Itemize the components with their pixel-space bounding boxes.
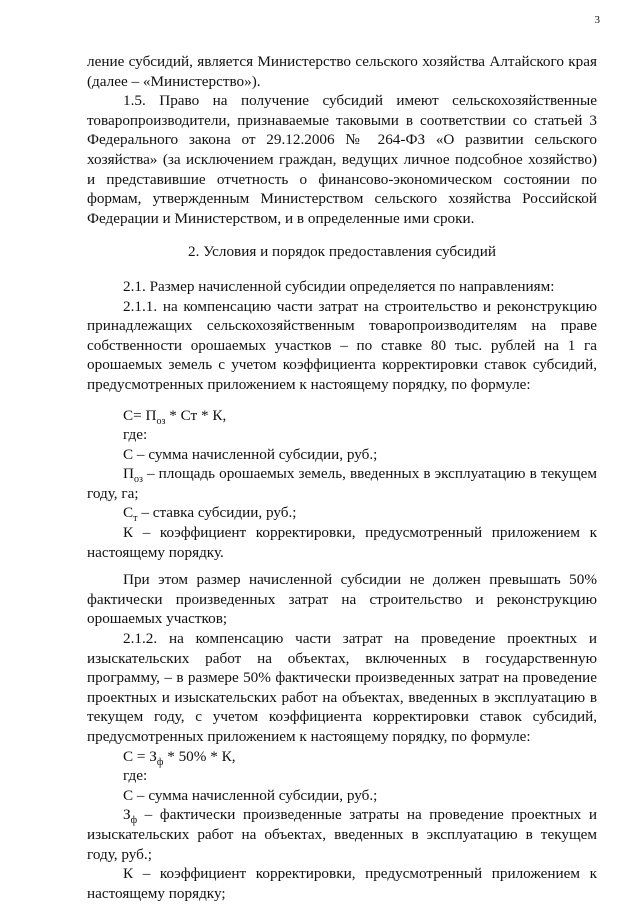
definition-k-1: К – коэффициент корректировки, предусмотренный приложением к настоящему порядку. <box>87 524 597 561</box>
paragraph-2-1: 2.1. Размер начисленной субсидии определяется по направлениям: <box>123 277 555 295</box>
page-number: 3 <box>594 14 600 26</box>
definition-c-2: С – сумма начисленной субсидии, руб.; <box>123 786 378 804</box>
section-heading: 2. Условия и порядок предоставления субсидий <box>188 243 496 261</box>
formula-1: $С= П_{оз}$ * Ст * К, <box>123 406 227 427</box>
definition-poz: $П_{оз}$ – площадь орошаемых земель, введенных в эксплуатацию в текущем году, га; <box>87 465 597 502</box>
paragraph-limit: При этом размер начисленной субсидии не должен превышать 50% фактически произведенных затрат на строительство и реконструкцию орошаемых участков; <box>87 571 597 628</box>
paragraph-intro: ление субсидий, является Министерство сельского хозяйства Алтайского края (далее – «Министерство»). <box>87 53 597 90</box>
paragraph-1-5: 1.5. Право на получение субсидий имеют сельскохозяйственные товаропроизводители, признаваемые таковыми в соответствии со статьей 3 Федерального закона от 29.12.2006 № 264-ФЗ «О развитии сельского хозяйства» (за исключением граждан, ведущих личное подсобное хозяйство) и представившие отчетность о финансово-экономическом состоянии по формам, утвержденным Министерством сельского хозяйства Российской Федерации и Министерством, и в определенные ими сроки. <box>87 92 597 227</box>
document-body <box>87 52 597 903</box>
formula-2: $С = З_ф * 50\% * К$, <box>123 747 236 768</box>
definition-c-1: С – сумма начисленной субсидии, руб.; <box>123 445 378 463</box>
where-label-2: где: <box>123 767 148 785</box>
paragraph-2-1-2: 2.1.2. на компенсацию части затрат на проведение проектных и изыскательских работ на объектах, включенных в государственную программу, – в размере 50% фактически произведенных затрат на проведение проектных и изыскательских работ на объектах, введенных в эксплуатацию в текущем году, с учетом коэффициента корректировки ставок субсидий, предусмотренных приложением к настоящему порядку, по формуле: <box>87 630 597 745</box>
where-label-1: где: <box>123 426 148 444</box>
definition-k-2: К – коэффициент корректировки, предусмотренный приложением к настоящему порядку; <box>87 865 597 902</box>
paragraph-2-1-1: 2.1.1. на компенсацию части затрат на строительство и реконструкцию принадлежащих сельскохозяйственным товаропроизводителям на праве собственности орошаемых участков – по ставке 80 тыс. рублей на 1 га орошаемых земель с учетом коэффициента корректировки ставок субсидий, предусмотренных приложением к настоящему порядку, по формуле: <box>87 297 597 393</box>
definition-st: $С_т$ – ставка субсидии, руб.; <box>123 504 297 525</box>
definition-zf: $З_ф$ – фактически произведенные затраты на проведение проектных и изыскательских работ на объектах, введенных в эксплуатацию в текущем году, руб.; <box>87 806 597 863</box>
